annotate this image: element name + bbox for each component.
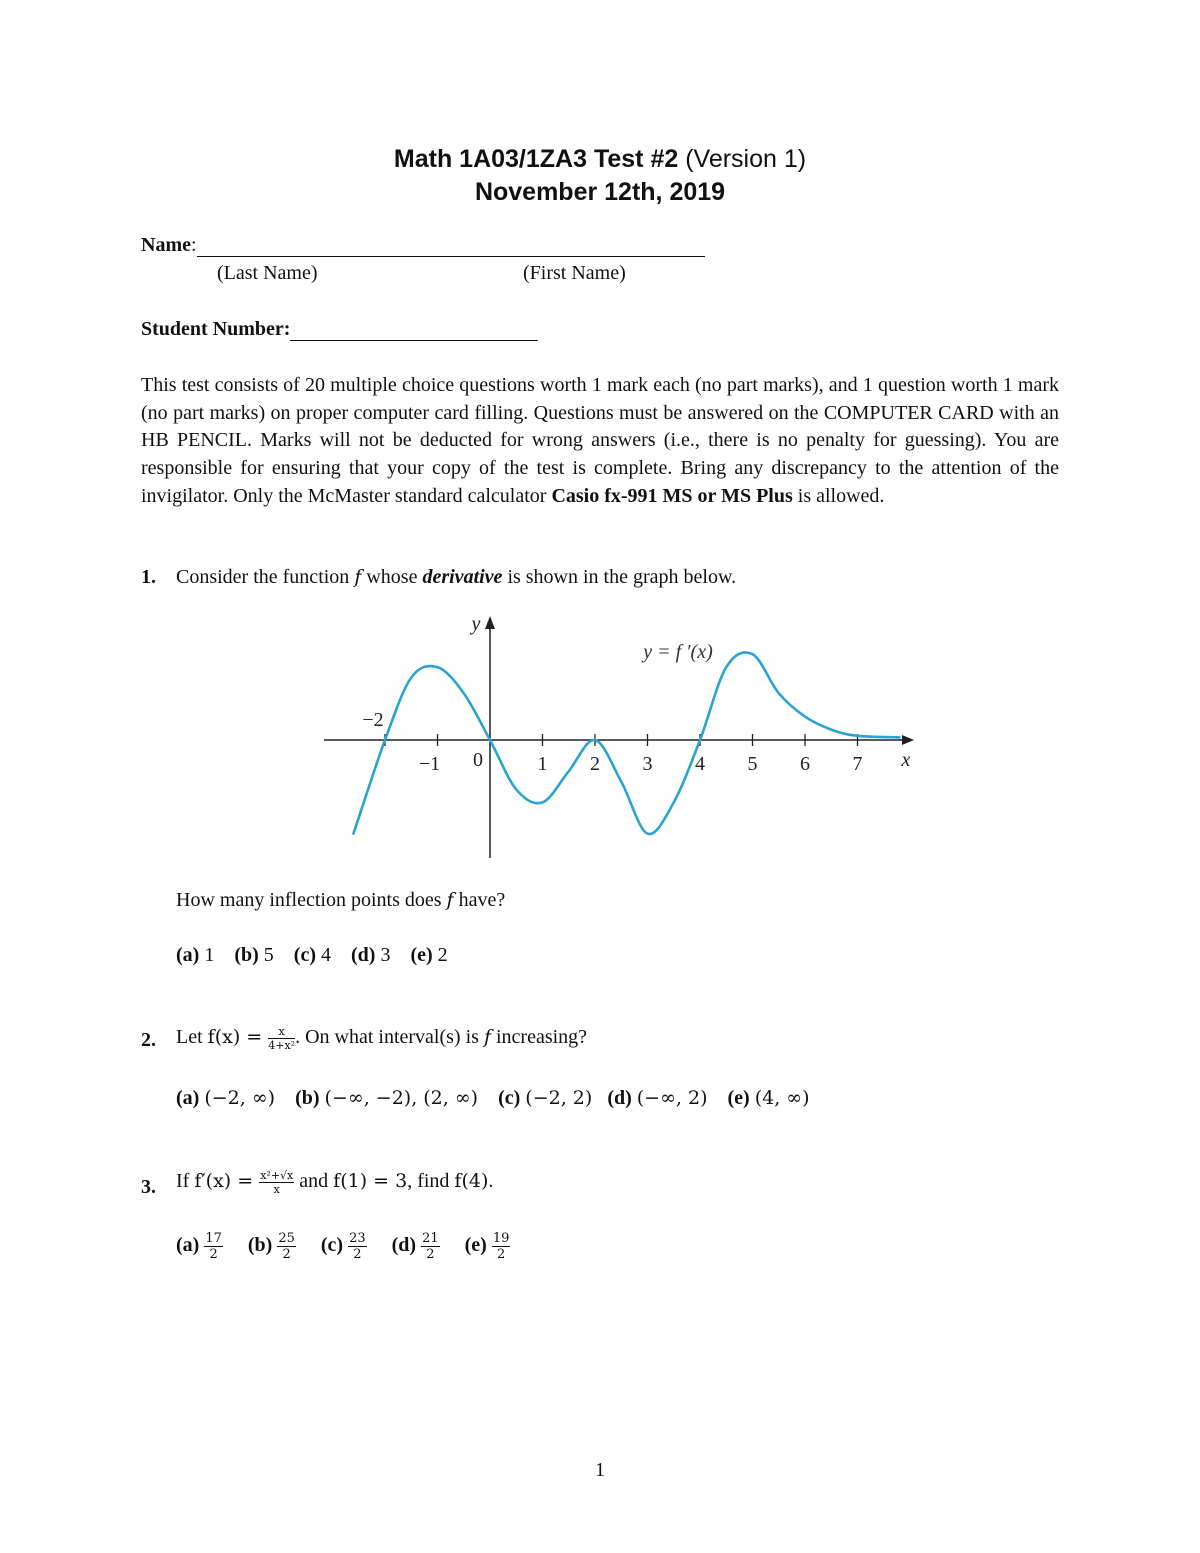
instructions-end: is allowed. [792,484,885,507]
x-tick-label: 6 [800,753,810,775]
q3-frac-num: x²+√x [260,1169,294,1182]
option-den: 2 [282,1247,291,1262]
last-name-hint: (Last Name) [217,262,318,284]
y-axis-arrow [485,616,495,629]
option-fraction [204,1232,223,1261]
student-number-blank [290,320,538,341]
q3-text-b: and [294,1170,334,1193]
option-value: (−2, 2) [525,1087,593,1109]
question-text [176,1170,493,1195]
x-axis-arrow [902,735,914,745]
q1-text-a: Consider the function [176,566,355,588]
question-3 [0,1170,1200,1206]
question-1-options [176,944,448,967]
x-tick-label-neg2: −2 [362,709,384,731]
q3-frac-den: x [273,1183,280,1196]
option-label: (e) [410,944,433,966]
q1-var: f [354,566,362,588]
curve-label: y = f ′(x) [643,641,713,663]
q2-text-b: . On what interval(s) is [295,1026,484,1049]
option-fraction [492,1232,511,1261]
option-label: (c) [293,944,316,966]
option-num: 23 [349,1231,366,1246]
test-title-main: Math 1A03/1ZA3 Test #2 [393,145,679,173]
y-axis-label: y [471,613,481,635]
q2-lhs: f(x) = [207,1026,269,1049]
option-den: 2 [496,1247,506,1262]
calculator-model: Casio fx-991 MS or MS Plus [551,484,793,507]
option-fraction [277,1232,296,1261]
option-label: (d) [350,944,376,966]
option-value: (4, ∞) [754,1087,810,1109]
option-label: (c) [498,1087,521,1109]
option[interactable] [295,1087,478,1109]
option[interactable] [247,1231,296,1262]
option[interactable] [498,1087,592,1109]
q3-text-a: If [176,1170,195,1193]
question-text [176,889,505,912]
name-field: Name: [141,234,705,257]
q2-text-a: Let [176,1026,208,1049]
page-number: 1 [595,1459,605,1481]
option-value: (−∞, −2), (2, ∞) [324,1087,479,1109]
option-value: 3 [380,944,391,966]
option-value: 2 [437,944,448,966]
option-den: 2 [209,1247,218,1262]
q2-fraction [268,1026,295,1051]
option[interactable] [410,944,447,966]
option[interactable] [234,944,273,966]
option-label: (d) [607,1087,632,1109]
x-tick-label: 7 [852,753,863,775]
student-number-field [141,318,538,341]
option-value: (−2, ∞) [204,1087,276,1109]
option-num: 25 [278,1231,295,1246]
option-num: 17 [205,1231,222,1246]
option-num: 21 [422,1231,439,1246]
q2-text-c: increasing? [490,1026,588,1049]
q3-text-c: , find [407,1170,455,1193]
x-tick-label: 1 [537,753,548,775]
option-num: 19 [492,1231,510,1246]
q1-emph: derivative [422,566,503,588]
option-label: (b) [234,944,259,966]
option-value: 5 [263,944,274,966]
question-2 [0,1026,1200,1060]
x-tick-label: 5 [747,753,758,775]
option-value: 1 [204,944,215,966]
option-fraction [348,1232,367,1261]
option[interactable] [607,1087,707,1109]
name-blank [197,236,705,257]
q2-frac-den: 4+x² [268,1039,296,1052]
option[interactable] [351,944,390,966]
option[interactable] [176,944,214,966]
option-value: 4 [320,944,331,966]
x-tick-label: 4 [695,753,705,775]
question-text [176,1026,587,1051]
option[interactable] [176,1231,223,1262]
option-label: (d) [391,1234,417,1257]
x-tick-label: −1 [418,753,441,775]
option[interactable] [176,1087,275,1109]
q3-condition: f(1) = 3 [333,1170,408,1193]
option-label: (c) [320,1234,344,1257]
instructions-paragraph [141,372,1059,511]
option[interactable] [294,944,331,966]
q1-followup-a: How many inflection points does [176,889,447,911]
origin-label: 0 [473,749,483,771]
derivative-curve [354,652,900,834]
option-label: (a) [176,944,200,966]
option-label: (a) [176,1087,200,1109]
q1-followup-var: f [446,889,454,911]
question-text [176,566,736,589]
option-den: 2 [353,1247,362,1262]
option[interactable] [320,1231,367,1262]
derivative-graph [318,612,918,862]
q3-text-d: . [488,1170,494,1193]
x-axis-label: x [901,749,911,771]
test-version: (Version 1) [678,145,807,173]
instructions-text: This test consists of 20 multiple choice questions worth 1 mark each (no part marks), and 1 question worth 1 mark (no part marks) on proper computer card filling. Questions must be answered on the COMPUTER CARD with an HB PENCIL. Marks will not be deducted for wrong answers (i.e., there is no penalty for guessing). You are responsible for ensuring that your copy of the test is complete. Bring any discrepancy to the attention of the invigilator. Only the McMaster standard calculator [141,374,1059,507]
first-name-hint: (First Name) [523,262,626,284]
option-den: 2 [426,1247,435,1262]
option[interactable] [464,1231,511,1262]
test-date: November 12th, 2019 [474,178,726,206]
option-label: (b) [295,1087,320,1109]
test-title [0,145,1200,174]
name-label: Name [141,234,191,256]
option-label: (b) [247,1234,273,1257]
option[interactable] [728,1087,810,1109]
q2-var: f [483,1026,491,1049]
question-number: 2. [141,1029,156,1051]
x-tick-label: 2 [590,753,600,775]
option-value: (−∞, 2) [636,1087,708,1109]
option[interactable] [391,1231,440,1262]
question-number: 3. [141,1176,156,1198]
x-tick-label: 3 [642,753,653,775]
student-number-label: Student Number: [141,318,291,340]
q1-text-c: is shown in the graph below. [502,566,737,588]
option-label: (e) [464,1234,487,1257]
q2-frac-num: x [268,1026,295,1039]
q1-text-b: whose [361,566,423,588]
question-number: 1. [141,566,156,588]
question-3-options [176,1232,510,1261]
option-label: (a) [176,1234,200,1257]
q3-target: f(4) [454,1170,489,1193]
option-fraction [421,1232,440,1261]
option-label: (e) [727,1087,750,1109]
q1-followup-b: have? [453,889,506,911]
question-2-options [176,1087,810,1110]
q3-lhs: f′(x) = [194,1170,260,1193]
q3-fraction [259,1170,294,1195]
